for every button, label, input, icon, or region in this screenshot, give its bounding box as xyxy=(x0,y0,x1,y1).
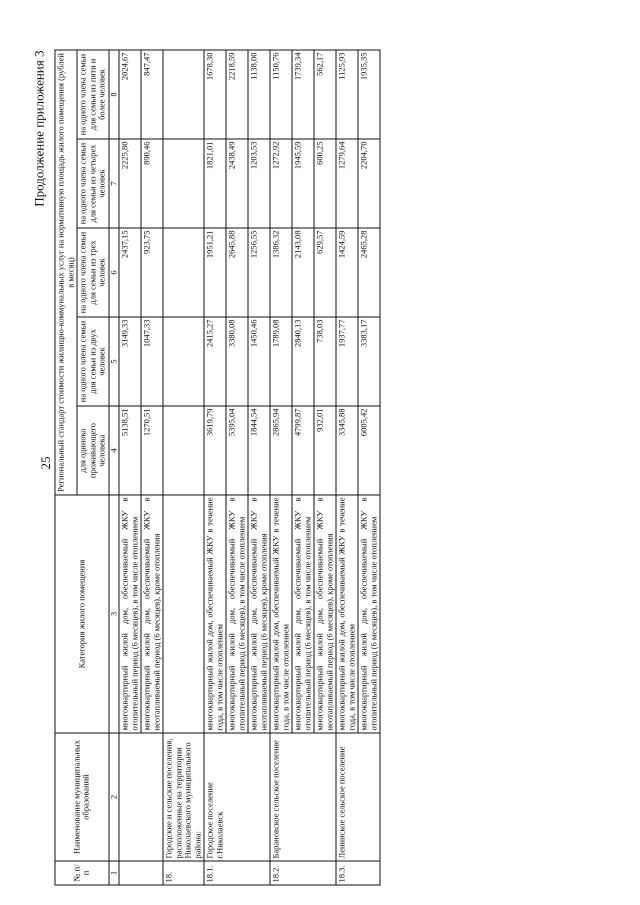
value-cell: 1047,33 xyxy=(141,317,163,406)
value-cell: 2415,27 xyxy=(204,317,226,406)
value-cell: 2465,28 xyxy=(358,228,380,317)
value-cell: 1424,59 xyxy=(336,228,358,317)
subheader-two: на одного члена семьи для семьи из двух человек xyxy=(77,317,109,406)
value-cell: 3380,08 xyxy=(226,317,248,406)
value-cell: 1678,30 xyxy=(204,50,226,139)
value-cell: 3149,33 xyxy=(119,317,141,406)
value-cell: 923,75 xyxy=(141,228,163,317)
category-cell xyxy=(163,495,204,733)
value-cell: 2438,49 xyxy=(226,139,248,228)
subheader-three: на одного члена семьи для семьи из трех человек xyxy=(77,228,109,317)
value-cell: 1935,35 xyxy=(358,50,380,139)
value-cell: 1945,59 xyxy=(292,139,314,228)
value-cell: 4799,87 xyxy=(292,406,314,495)
value-cell: 2218,59 xyxy=(226,50,248,139)
value-cell xyxy=(163,406,204,495)
regional-standard-table xyxy=(55,49,381,885)
subheader-five: на одного члена семьи для семьи из пяти и более человек xyxy=(77,50,109,139)
value-cell: 738,03 xyxy=(314,317,336,406)
header-category: Категория жилого помещения xyxy=(55,495,109,733)
num-cell: 18.1. xyxy=(204,861,270,885)
category-cell: многоквартирный жилой дом, обеспечиваемый ЖКУ в неотапливаемый период (6 месяцев), кроме отопления xyxy=(314,495,336,733)
value-cell: 1844,54 xyxy=(248,406,270,495)
table-row xyxy=(204,50,226,885)
value-cell: 1125,93 xyxy=(336,50,358,139)
value-cell: 2024,67 xyxy=(119,50,141,139)
column-number: 5 xyxy=(109,317,120,406)
table-row xyxy=(336,50,358,885)
value-cell: 1386,32 xyxy=(270,228,292,317)
value-cell: 6005,42 xyxy=(358,406,380,495)
value-cell: 2865,94 xyxy=(270,406,292,495)
value-cell: 890,46 xyxy=(141,139,163,228)
subheader-four: на одного члена семьи для семьи из четырех человек xyxy=(77,139,109,228)
section-row xyxy=(163,50,204,885)
header-row xyxy=(55,50,77,885)
category-cell: многоквартирный жилой дом, обеспечиваемый ЖКУ в неотапливаемый период (6 месяцев), кроме отопления xyxy=(141,495,163,733)
value-cell: 2204,70 xyxy=(358,139,380,228)
value-cell: 1450,46 xyxy=(248,317,270,406)
appendix-caption: Продолжение приложения 3 xyxy=(31,50,47,207)
name-cell: Городские и сельские поселения, расположенные на территории Николаевского муниципального района: xyxy=(163,733,204,861)
column-number: 1 xyxy=(109,861,120,885)
column-number: 7 xyxy=(109,139,120,228)
value-cell: 1821,01 xyxy=(204,139,226,228)
value-cell: 2143,08 xyxy=(292,228,314,317)
table-row xyxy=(119,50,141,885)
name-cell: Барановское сельское поселение xyxy=(270,733,336,861)
value-cell: 562,17 xyxy=(314,50,336,139)
value-cell: 847,47 xyxy=(141,50,163,139)
category-cell: многоквартирный жилой дом, обеспечиваемый ЖКУ в отопительный период (6 месяцев), в том числе отоплением xyxy=(292,495,314,733)
value-cell xyxy=(163,317,204,406)
value-cell: 1937,77 xyxy=(336,317,358,406)
num-cell: 18.2. xyxy=(270,861,336,885)
num-cell: 18. xyxy=(163,861,204,885)
value-cell: 5138,51 xyxy=(119,406,141,495)
subheader-single: для одиноко проживающего человека xyxy=(77,406,109,495)
name-cell: Городское поселение г.Николаевск xyxy=(204,733,270,861)
value-cell: 1789,08 xyxy=(270,317,292,406)
column-number: 4 xyxy=(109,406,120,495)
category-cell: многоквартирный жилой дом, обеспечиваемый ЖКУ в течение года, в том числе отоплением xyxy=(336,495,358,733)
num-cell xyxy=(119,861,163,885)
value-cell: 1138,00 xyxy=(248,50,270,139)
value-cell: 932,01 xyxy=(314,406,336,495)
column-number: 2 xyxy=(109,733,120,861)
value-cell: 1739,34 xyxy=(292,50,314,139)
column-number: 6 xyxy=(109,228,120,317)
category-cell: многоквартирный жилой дом, обеспечиваемый ЖКУ в отопительный период (6 месяцев), в том числе отоплением xyxy=(226,495,248,733)
value-cell: 3619,79 xyxy=(204,406,226,495)
value-cell: 5395,04 xyxy=(226,406,248,495)
header-num: № п/п xyxy=(55,861,109,885)
value-cell: 1279,64 xyxy=(336,139,358,228)
category-cell: многоквартирный жилой дом, обеспечиваемый ЖКУ в отопительный период (6 месяцев), в том числе отоплением xyxy=(358,495,380,733)
value-cell: 1256,55 xyxy=(248,228,270,317)
value-cell: 600,25 xyxy=(314,139,336,228)
table-row xyxy=(270,50,292,885)
header-name: Наименование муниципальных образований xyxy=(55,733,109,861)
value-cell xyxy=(163,228,204,317)
value-cell: 1951,21 xyxy=(204,228,226,317)
name-cell: Ленинское сельское поселение xyxy=(336,733,380,861)
value-cell: 2645,88 xyxy=(226,228,248,317)
value-cell: 1270,51 xyxy=(141,406,163,495)
page-number: 25 xyxy=(38,456,53,470)
value-cell: 629,57 xyxy=(314,228,336,317)
column-number: 3 xyxy=(109,495,120,733)
rotated-page xyxy=(33,51,608,886)
value-cell: 2225,80 xyxy=(119,139,141,228)
value-cell: 1203,53 xyxy=(248,139,270,228)
value-cell: 3383,17 xyxy=(358,317,380,406)
num-cell: 18.3. xyxy=(336,861,380,885)
value-cell: 2437,15 xyxy=(119,228,141,317)
name-cell xyxy=(119,733,163,861)
column-number-row xyxy=(109,50,120,885)
value-cell xyxy=(163,50,204,139)
value-cell: 2840,13 xyxy=(292,317,314,406)
header-regional: Региональный стандарт стоимости жилищно-коммунальных услуг на нормативную площадь жилого помещения (рублей в месяц) xyxy=(55,50,77,495)
category-cell: многоквартирный жилой дом, обеспечиваемый ЖКУ в неотапливаемый период (6 месяцев), кроме отопления xyxy=(248,495,270,733)
value-cell: 3345,88 xyxy=(336,406,358,495)
column-number: 8 xyxy=(109,50,120,139)
category-cell: многоквартирный жилой дом, обеспечиваемый ЖКУ в течение года, в том числе отоплением xyxy=(270,495,292,733)
category-cell: многоквартирный жилой дом, обеспечиваемый ЖКУ в отопительный период (6 месяцев), в том числе отоплением xyxy=(119,495,141,733)
category-cell: многоквартирный жилой дом, обеспечиваемый ЖКУ в течение года, в том числе отоплением xyxy=(204,495,226,733)
value-cell xyxy=(163,139,204,228)
value-cell: 1150,76 xyxy=(270,50,292,139)
value-cell: 1272,92 xyxy=(270,139,292,228)
